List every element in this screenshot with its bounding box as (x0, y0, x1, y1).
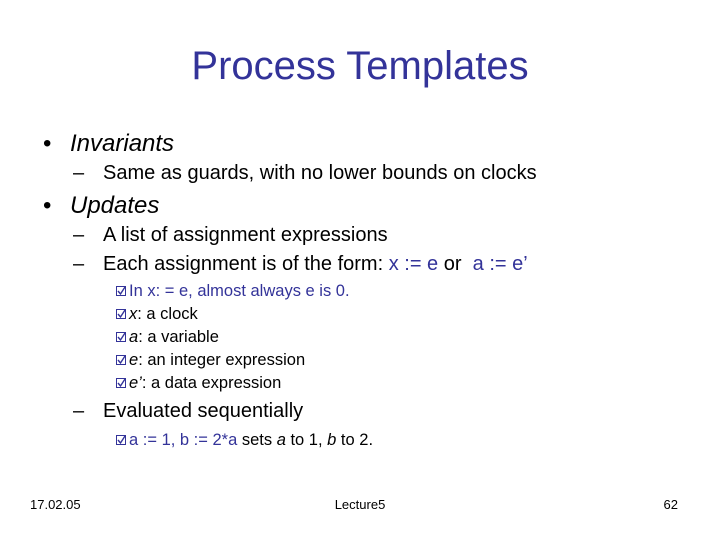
dash: – (73, 253, 85, 275)
sub-item-3-var: a (129, 328, 139, 346)
checkbox-bullet-icon (116, 332, 126, 342)
checkbox-bullet-icon (116, 378, 126, 388)
dash: – (73, 224, 85, 246)
sub-item-2-var: x (129, 305, 138, 323)
form-x-assign: x := e (388, 253, 439, 275)
sub-item-3 (116, 328, 219, 347)
bullet-updates (43, 192, 643, 222)
updates-item-1 (73, 224, 673, 250)
updates-label: Updates (70, 192, 160, 219)
example-var-a: a (276, 431, 286, 449)
footer-lecture: Lecture5 (334, 497, 386, 512)
example-item (116, 431, 373, 450)
form-a-assign: a := e’ (472, 253, 528, 275)
sub-item-2 (116, 305, 198, 324)
example-text: to 1, (285, 431, 328, 449)
checkbox-bullet-icon (116, 286, 126, 296)
slide-title: Process Templates (191, 44, 529, 88)
sub-item-1-text: In x: = e, almost always e is 0. (129, 282, 350, 300)
sub-item-5-text: : a data expression (141, 374, 282, 392)
example-code: a := 1, b := 2*a (129, 431, 238, 449)
dash: – (73, 162, 85, 184)
example-text: sets (237, 431, 277, 449)
bullet-dot: • (43, 130, 52, 157)
bullet-dot: • (43, 192, 52, 219)
sub-item-5-var: e’ (129, 374, 142, 392)
updates-item-3 (73, 400, 673, 426)
invariants-item (73, 162, 673, 188)
invariants-label: Invariants (70, 130, 175, 157)
updates-item-2 (73, 253, 713, 279)
sub-item-2-text: : a clock (137, 305, 198, 323)
form-or: or (443, 253, 462, 275)
sub-item-4-text: : an integer expression (138, 351, 306, 369)
updates-item-1-text: A list of assignment expressions (103, 224, 388, 246)
dash: – (73, 400, 85, 422)
example-text: to 2. (336, 431, 374, 449)
bullet-invariants (43, 130, 643, 160)
sub-item-1 (116, 282, 350, 301)
footer-date: 17.02.05 (30, 497, 81, 512)
sub-item-3-text: : a variable (138, 328, 219, 346)
sub-item-4 (116, 351, 305, 370)
checkbox-bullet-icon (116, 355, 126, 365)
form-prefix: Each assignment is of the form: (103, 253, 384, 275)
sub-item-5 (116, 374, 281, 393)
checkbox-bullet-icon (116, 435, 126, 445)
footer-page-number: 62 (663, 497, 678, 512)
checkbox-bullet-icon (116, 309, 126, 319)
invariants-item-text: Same as guards, with no lower bounds on clocks (103, 162, 537, 184)
sub-item-4-var: e (129, 351, 139, 369)
updates-item-3-text: Evaluated sequentially (103, 400, 304, 422)
updates-item-2-text (103, 253, 528, 276)
example-var-b: b (327, 431, 337, 449)
